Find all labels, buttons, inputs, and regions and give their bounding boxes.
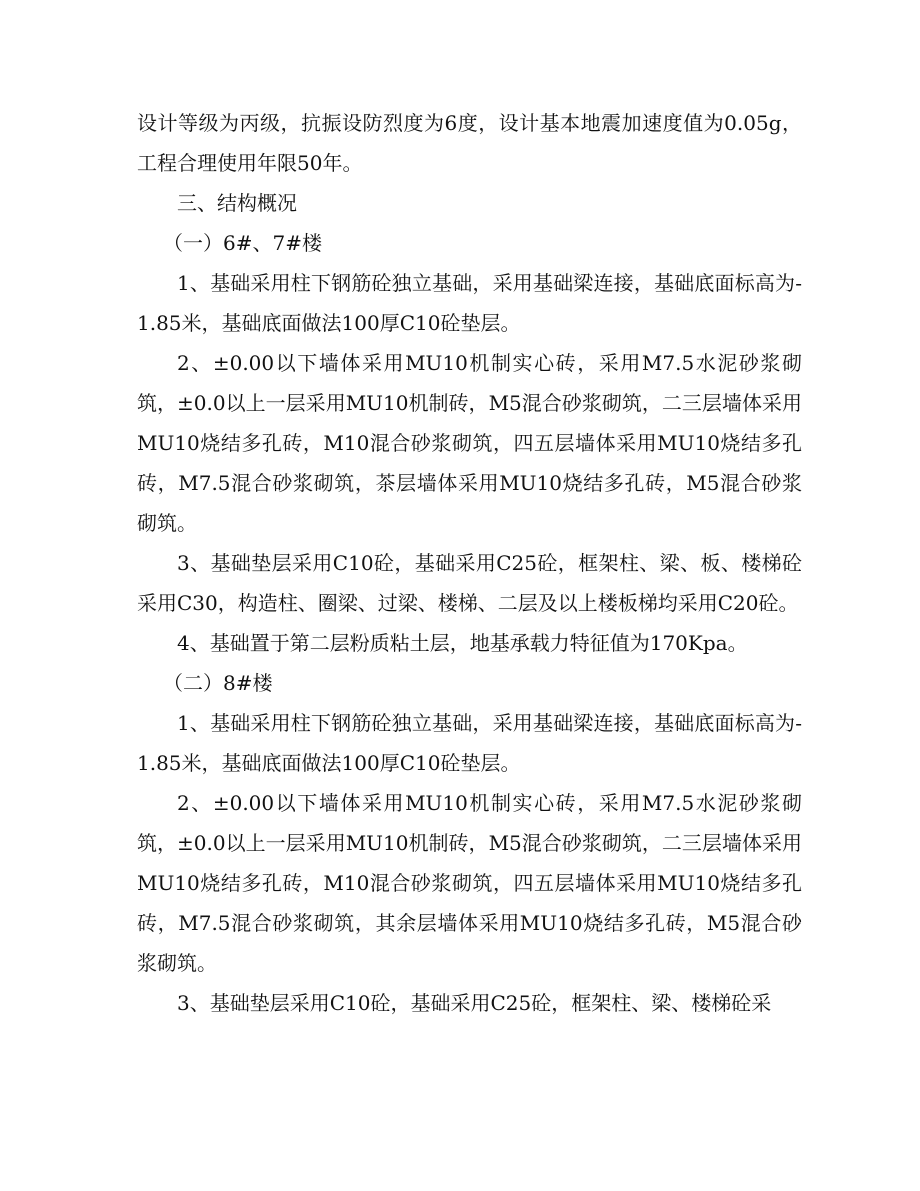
paragraph-walls-2: 2、±0.00以下墙体采用MU10机制实心砖，采用M7.5水泥砂浆砌筑，±0.0以上一层采用MU10机制砖，M5混合砂浆砌筑，二三层墙体采用MU10烧结多孔砖，M10混合砂浆砌筑，四五层墙体采用MU10烧结多孔砖，M7.5混合砂浆砌筑，茶层墙体采用MU10烧结多孔砖，M5混合砂浆砌筑。 — [137, 351, 802, 535]
paragraph-walls-2-b8: 2、±0.00以下墙体采用MU10机制实心砖，采用M7.5水泥砂浆砌筑，±0.0以上一层采用MU10机制砖，M5混合砂浆砌筑，二三层墙体采用MU10烧结多孔砖，M10混合砂浆砌筑，四五层墙体采用MU10烧结多孔砖，M7.5混合砂浆砌筑，其余层墙体采用MU10烧结多孔砖，M5混合砂浆砌筑。 — [137, 791, 802, 975]
paragraph-design-grade: 设计等级为丙级，抗振设防烈度为6度，设计基本地震加速度值为0.05g，工程合理使用年限50年。 — [137, 111, 802, 175]
subsection-heading-building-8: （二）8#楼 — [163, 671, 273, 695]
section-heading-structure-overview: 三、结构概况 — [177, 191, 297, 215]
paragraph-concrete-3-b8: 3、基础垫层采用C10砼，基础采用C25砼，框架柱、梁、楼梯砼采 — [177, 991, 772, 1015]
paragraph-foundation-1: 1、基础采用柱下钢筋砼独立基础，采用基础梁连接，基础底面标高为-1.85米，基础底面做法100厚C10砼垫层。 — [137, 271, 802, 335]
paragraph-foundation-1-b8: 1、基础采用柱下钢筋砼独立基础，采用基础梁连接，基础底面标高为-1.85米，基础底面做法100厚C10砼垫层。 — [137, 711, 802, 775]
paragraph-soil-4: 4、基础置于第二层粉质粘土层，地基承载力特征值为170Kpa。 — [177, 631, 748, 655]
subsection-heading-building-6-7: （一）6#、7#楼 — [163, 231, 322, 255]
paragraph-concrete-3: 3、基础垫层采用C10砼，基础采用C25砼，框架柱、梁、板、楼梯砼采用C30，构造柱、圈梁、过梁、楼梯、二层及以上楼板梯均采用C20砼。 — [137, 551, 802, 615]
document-body — [137, 103, 802, 1023]
